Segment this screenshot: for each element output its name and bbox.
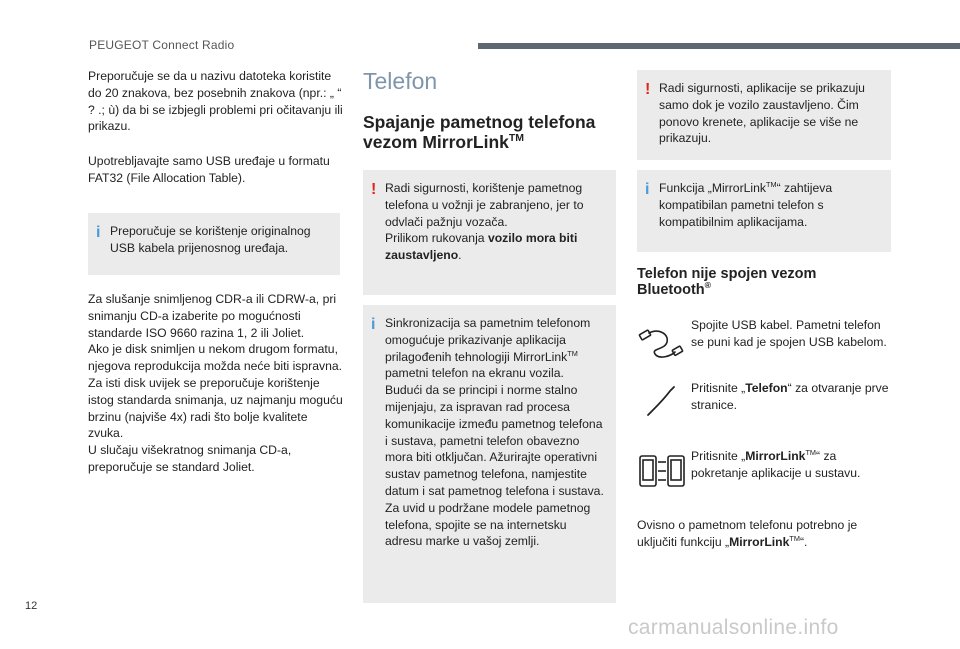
warning-box <box>363 170 616 295</box>
paragraph: Ako je disk snimljen u nekom drugom formatu, njegova reprodukcija možda neće biti ispravna. <box>88 342 343 374</box>
subsection-title: Telefon nije spojen vezom Bluetooth® <box>637 266 817 298</box>
column-1 <box>88 68 343 187</box>
warning-text: Radi sigurnosti, korištenje pametnog telefona u vožnji je zabranjeno, jer to odvlači pažnju vozača. <box>385 181 584 229</box>
paragraph: Ovisno o pametnom telefonu potrebno je uključiti funkciju „MirrorLink™“. <box>637 518 858 549</box>
usb-cable-icon <box>637 320 685 364</box>
running-header: PEUGEOT Connect Radio <box>89 38 235 52</box>
warning-icon: ! <box>645 81 651 98</box>
paragraph: U slučaju višekratnog snimanja CD-a, preporučuje se standard Joliet. <box>88 443 292 474</box>
step-text: Spojite USB kabel. Pametni telefon se puni kad je spojen USB kabelom. <box>691 318 887 349</box>
info-icon: i <box>645 181 650 198</box>
info-text: Za uvid u podržane modele pametnog telefona, spojite se na internetsku adresu marke u vašoj zemlji. <box>385 500 591 549</box>
info-text: Budući da se principi i norme stalno mijenjaju, za ispravan rad procesa komunikacije između pametnog telefona i sustava, pametni telefon obavezno mora biti otključan. Ažurirajte operativni sustav pametnog telefona, namjestite datum i sat pametnog telefona i sustava. <box>385 383 604 498</box>
info-text: Preporučuje se korištenje originalnog USB kabela prijenosnog uređaja. <box>110 224 311 255</box>
subsection-title: Spajanje pametnog telefona vezom MirrorLink™ <box>363 112 596 152</box>
info-icon: i <box>371 316 376 333</box>
info-text: Sinkronizacija sa pametnim telefonom omogućuje prikazivanje aplikacija prilagođenih tehnologiji MirrorLink™ pametni telefon na ekranu vozila. <box>385 316 591 381</box>
mirrorlink-icon <box>638 452 686 492</box>
warning-icon: ! <box>371 181 377 198</box>
column-2 <box>363 68 616 152</box>
info-box <box>363 305 616 603</box>
section-title: Telefon <box>363 68 438 94</box>
header-bar <box>478 43 960 49</box>
warning-text: Radi sigurnosti, aplikacije se prikazuju samo dok je vozilo zaustavljeno. Čim ponovo krenete, aplikacije se više ne prikazuju. <box>659 81 865 146</box>
page-number: 12 <box>25 600 38 612</box>
watermark: carmanualsonline.info <box>628 616 839 639</box>
info-box <box>637 170 891 252</box>
info-icon: i <box>96 224 101 241</box>
info-box <box>88 213 340 275</box>
phone-handset-icon <box>644 385 680 421</box>
warning-text: Prilikom rukovanja vozilo mora biti zaustavljeno. <box>385 231 578 263</box>
step-text: Pritisnite „MirrorLink™“ za pokretanje aplikacije u sustavu. <box>691 447 861 480</box>
paragraph: Za isti disk uvijek se preporučuje korištenje istog standarda snimanja, uz najmanju moguću brzinu (najviše 4x) radi što bolje kvalitete zvuka. <box>88 375 343 441</box>
step-text: Pritisnite „Telefon“ za otvaranje prve stranice. <box>691 381 889 412</box>
info-text: Funkcija „MirrorLink™“ zahtijeva kompatibilan pametni telefon s kompatibilnim aplikacijama. <box>659 179 833 229</box>
paragraph: Upotrebljavajte samo USB uređaje u formatu FAT32 (File Allocation Table). <box>88 154 330 185</box>
column-1-lower <box>88 291 343 476</box>
paragraph: Za slušanje snimljenog CDR-a ili CDRW-a, pri snimanju CD-a izaberite po mogućnosti standarde ISO 9660 razina 1, 2 ili Joliet. <box>88 292 337 340</box>
paragraph: Preporučuje se da u nazivu datoteka koristite do 20 znakova, bez posebnih znakova (npr.: „ “ ? .; ù) da bi se izbjegli problemi pri očitavanju ili prikazu. <box>88 69 343 134</box>
warning-box <box>637 70 891 160</box>
